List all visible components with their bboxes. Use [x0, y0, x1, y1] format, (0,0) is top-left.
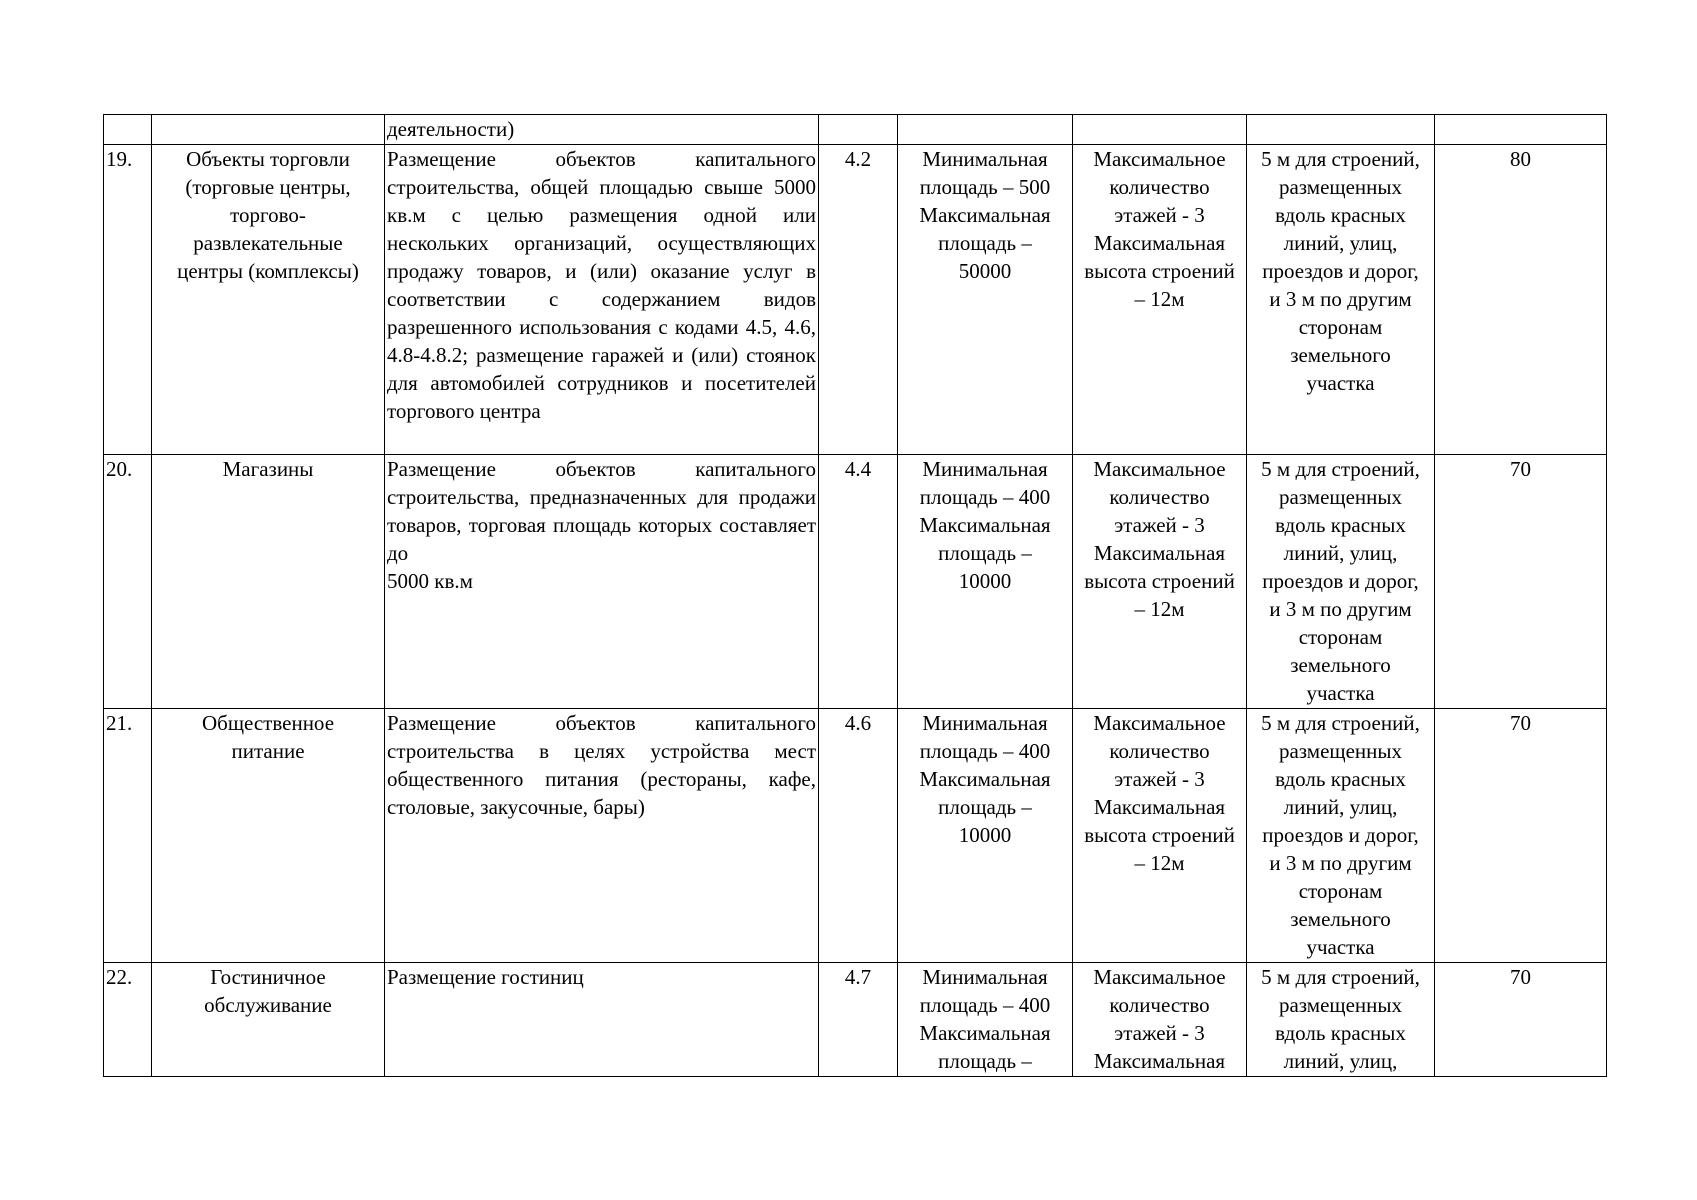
name-line: Общественное — [201, 711, 335, 735]
setback-limits — [1247, 963, 1435, 1077]
floors-line: высота строений — [1084, 259, 1235, 283]
setback-line: 5 м для строений, — [1261, 457, 1420, 481]
land-use-description — [385, 455, 819, 709]
floors-cell — [1073, 115, 1247, 145]
coverage-percent: 70 — [1435, 709, 1607, 963]
area-line: площадь – 400 — [919, 739, 1051, 763]
floors-line: Максимальное — [1093, 457, 1226, 481]
area-line: Минимальная — [922, 965, 1048, 989]
area-line: площадь – — [938, 231, 1032, 255]
setback-line: 5 м для строений, — [1261, 965, 1420, 989]
setback-cell — [1247, 115, 1435, 145]
area-line: площадь – 400 — [919, 485, 1051, 509]
area-line: площадь – — [938, 795, 1032, 819]
setback-line: участка — [1306, 681, 1375, 705]
floors-line: этажей - 3 — [1114, 513, 1205, 537]
area-line: 10000 — [958, 569, 1012, 593]
floors-line: высота строений — [1084, 569, 1235, 593]
setback-line: земельного — [1290, 343, 1391, 367]
setback-line: сторонам — [1298, 315, 1383, 339]
land-use-name — [152, 709, 385, 963]
land-use-code: 4.2 — [819, 145, 898, 455]
setback-line: размещенных — [1278, 175, 1402, 199]
setback-line: сторонам — [1298, 625, 1383, 649]
setback-line: линий, улиц, — [1283, 541, 1398, 565]
description-tail: 5000 кв.м — [387, 569, 473, 593]
setback-line: проездов и дорог, — [1262, 569, 1419, 593]
table-row-22 — [104, 963, 1607, 1077]
setback-line: линий, улиц, — [1283, 795, 1398, 819]
floors-height-limits — [1073, 963, 1247, 1077]
setback-limits — [1247, 145, 1435, 455]
description-text: Размещение объектов капитального строительства, предназначенных для продажи товаров, торговая площадь которых составляет до — [387, 457, 816, 565]
setback-line: земельного — [1290, 907, 1391, 931]
coverage-percent: 70 — [1435, 455, 1607, 709]
setback-line: и 3 м по другим — [1269, 851, 1412, 875]
plot-area-limits — [898, 709, 1073, 963]
area-line: площадь – — [938, 1049, 1032, 1073]
floors-line: Максимальная — [1093, 795, 1226, 819]
row-number: 19. — [104, 145, 152, 455]
floors-line: Максимальное — [1093, 711, 1226, 735]
floors-line: Максимальная — [1093, 1049, 1226, 1073]
land-use-code: 4.4 — [819, 455, 898, 709]
coverage-percent: 70 — [1435, 963, 1607, 1077]
land-use-name — [152, 455, 385, 709]
floors-line: количество — [1109, 739, 1210, 763]
name-line: питание — [231, 739, 305, 763]
area-line: площадь – 400 — [919, 993, 1051, 1017]
area-cell — [898, 115, 1073, 145]
area-line: площадь – — [938, 541, 1032, 565]
setback-line: вдоль красных — [1275, 513, 1406, 537]
land-use-name — [152, 963, 385, 1077]
plot-area-limits — [898, 963, 1073, 1077]
floors-line: количество — [1109, 485, 1210, 509]
floors-line: – 12м — [1134, 287, 1185, 311]
name-line: торгово- — [230, 203, 306, 227]
land-use-description: Размещение гостиниц — [385, 963, 819, 1077]
name-line: Гостиничное — [210, 965, 326, 989]
name-cell — [152, 115, 385, 145]
floors-line: этажей - 3 — [1114, 203, 1205, 227]
area-line: Максимальная — [919, 513, 1051, 537]
setback-line: проездов и дорог, — [1262, 823, 1419, 847]
setback-line: проездов и дорог, — [1262, 259, 1419, 283]
land-use-code: 4.7 — [819, 963, 898, 1077]
area-line: Минимальная — [922, 457, 1048, 481]
land-use-code: 4.6 — [819, 709, 898, 963]
setback-limits — [1247, 709, 1435, 963]
area-line: 50000 — [958, 259, 1012, 283]
name-line: (торговые центры, — [185, 175, 351, 199]
floors-line: количество — [1109, 993, 1210, 1017]
area-line: площадь – 500 — [919, 175, 1051, 199]
area-line: Минимальная — [922, 147, 1048, 171]
setback-line: вдоль красных — [1275, 1021, 1406, 1045]
name-line: обслуживание — [204, 993, 332, 1017]
area-line: Максимальная — [919, 1021, 1051, 1045]
setback-line: сторонам — [1298, 879, 1383, 903]
row-number: 21. — [104, 709, 152, 963]
setback-line: линий, улиц, — [1283, 231, 1398, 255]
setback-line: и 3 м по другим — [1269, 597, 1412, 621]
num-cell — [104, 115, 152, 145]
name-line: центры (комплексы) — [177, 259, 359, 283]
floors-line: этажей - 3 — [1114, 1021, 1205, 1045]
area-line: Максимальная — [919, 767, 1051, 791]
land-use-description: Размещение объектов капитального строительства в целях устройства мест общественного питания (рестораны, кафе, столовые, закусочные, бары) — [385, 709, 819, 963]
coverage-percent: 80 — [1435, 145, 1607, 455]
setback-line: участка — [1306, 371, 1375, 395]
setback-line: участка — [1306, 935, 1375, 959]
land-use-description: Размещение объектов капитального строительства, общей площадью свыше 5000 кв.м с целью размещения одной или нескольких организаций, осуществляющих продажу товаров, и (или) оказание услуг в соответствии с содержанием видов разрешенного использования с кодами 4.5, 4.6, 4.8-4.8.2; размещение гаражей и (или) стоянок для автомобилей сотрудников и посетителей торгового центра — [385, 145, 819, 455]
setback-line: размещенных — [1278, 993, 1402, 1017]
setback-line: 5 м для строений, — [1261, 711, 1420, 735]
table-row-20 — [104, 455, 1607, 709]
setback-line: размещенных — [1278, 739, 1402, 763]
floors-line: высота строений — [1084, 823, 1235, 847]
plot-area-limits — [898, 455, 1073, 709]
table-row-continuation — [104, 115, 1607, 145]
floors-line: количество — [1109, 175, 1210, 199]
floors-height-limits — [1073, 455, 1247, 709]
floors-line: Максимальное — [1093, 965, 1226, 989]
floors-line: Максимальное — [1093, 147, 1226, 171]
floors-line: Максимальная — [1093, 541, 1226, 565]
floors-line: – 12м — [1134, 851, 1185, 875]
setback-line: вдоль красных — [1275, 203, 1406, 227]
setback-line: 5 м для строений, — [1261, 147, 1420, 171]
setback-limits — [1247, 455, 1435, 709]
name-line: Магазины — [222, 457, 314, 481]
setback-line: размещенных — [1278, 485, 1402, 509]
setback-line: и 3 м по другим — [1269, 287, 1412, 311]
floors-line: – 12м — [1134, 597, 1185, 621]
name-line: Объекты торговли — [186, 147, 350, 171]
setback-line: линий, улиц, — [1283, 1049, 1398, 1073]
table-row-19 — [104, 145, 1607, 455]
area-line: Максимальная — [919, 203, 1051, 227]
floors-line: этажей - 3 — [1114, 767, 1205, 791]
description-cell — [385, 115, 819, 145]
name-line: развлекательные — [193, 231, 343, 255]
area-line: 10000 — [958, 823, 1012, 847]
land-use-table — [103, 114, 1607, 1077]
setback-line: вдоль красных — [1275, 767, 1406, 791]
floors-height-limits — [1073, 145, 1247, 455]
code-cell — [819, 115, 898, 145]
land-use-name — [152, 145, 385, 455]
row-number: 22. — [104, 963, 152, 1077]
plot-area-limits — [898, 145, 1073, 455]
setback-line: земельного — [1290, 653, 1391, 677]
floors-line: Максимальная — [1093, 231, 1226, 255]
floors-height-limits — [1073, 709, 1247, 963]
coverage-cell — [1435, 115, 1607, 145]
area-line: Минимальная — [922, 711, 1048, 735]
description-text: деятельности) — [387, 117, 515, 141]
table-row-21 — [104, 709, 1607, 963]
row-number: 20. — [104, 455, 152, 709]
